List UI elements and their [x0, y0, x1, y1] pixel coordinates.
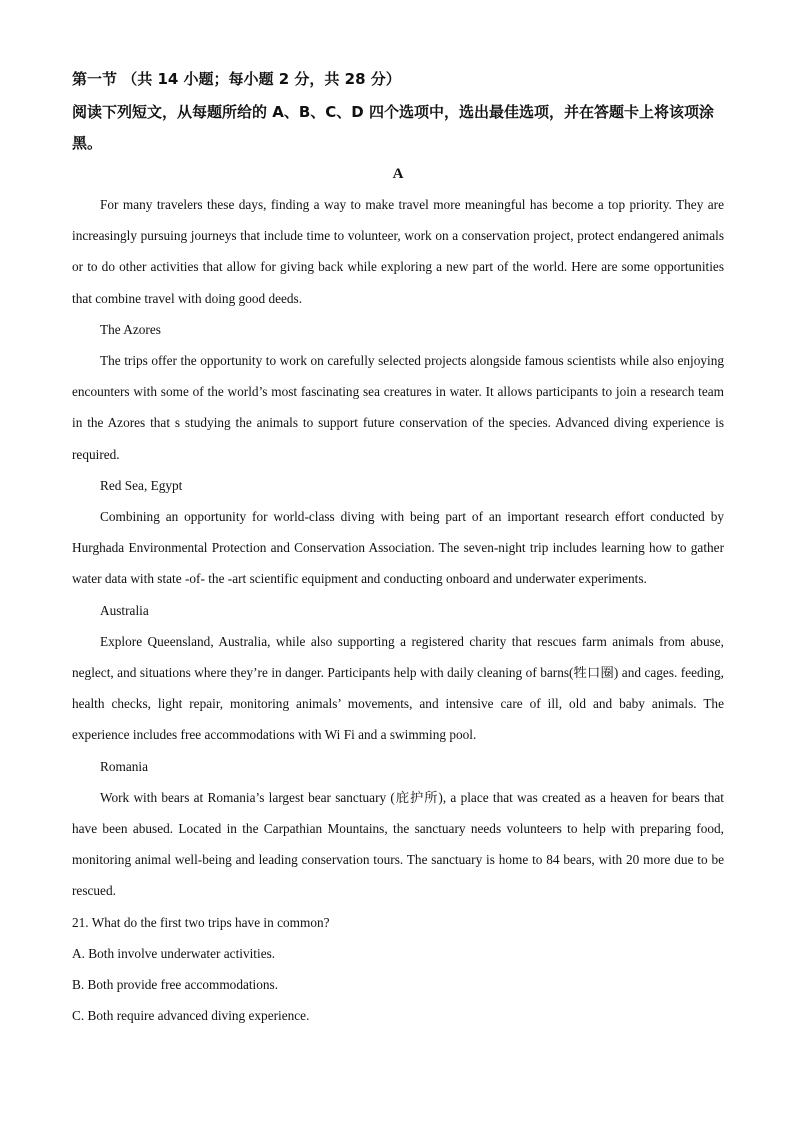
section-heading: 第一节 （共 14 小题；每小题 2 分，共 28 分）	[72, 70, 401, 88]
trip-title-romania: Romania	[100, 758, 149, 774]
trip-text-romania: Work with bears at Romania’s largest bear sanctuary (庇护所), a place that was created as a heaven for bears that have been abused. Located in the Carpathian Mountains, the sanctuary needs volunteers to help with preparing food, monitoring animal well-being and leading conservation tours. The sanctuary is home to 84 bears, with 20 more due to be rescued.	[72, 789, 724, 899]
trip-text-australia: Explore Queensland, Australia, while also supporting a registered charity that rescues farm animals from abuse, neglect, and situations where they’re in danger. Participants help with daily cleaning of barns(牲口圈) and cages. feeding, health checks, light repair, monitoring animals’ movements, and intensive care of ill, old and baby animals. The experience includes free accommodations with Wi Fi and a swimming pool.	[72, 633, 724, 743]
trip-text-azores: The trips offer the opportunity to work on carefully selected projects alongside famous scientists while also enjoying encounters with some of the world’s most fascinating sea creatures in water. It allows participants to join a research team in the Azores that s studying the animals to support future conservation of the species. Advanced diving experience is required.	[72, 353, 724, 462]
instructions: 阅读下列短文，从每题所给的 A、B、C、D 四个选项中，选出最佳选项，并在答题卡上将该项涂黑。	[72, 103, 714, 152]
trip-title-australia: Australia	[100, 602, 149, 618]
trip-title-red-sea: Red Sea, Egypt	[100, 477, 183, 493]
trip-title-azores: The Azores	[100, 321, 161, 337]
passage-label: A	[392, 166, 404, 182]
option-c: C. Both require advanced diving experience.	[72, 1008, 310, 1024]
option-b: B. Both provide free accommodations.	[72, 977, 279, 993]
intro-paragraph: For many travelers these days, finding a way to make travel more meaningful has become a top priority. They are increasingly pursuing journeys that include time to volunteer, work on a conservation project, protect endangered animals or to do other activities that allow for giving back while exploring a new part of the world. Here are some opportunities that combine travel with doing good deeds.	[72, 197, 724, 306]
trip-text-red-sea: Combining an opportunity for world-class diving with being part of an important research effort conducted by Hurghada Environmental Protection and Conservation Association. The seven-night trip includes learning how to gather water data with state -of- the -art scientific equipment and conducting onboard and underwater experiments.	[72, 509, 724, 587]
option-a: A. Both involve underwater activities.	[72, 945, 276, 961]
exam-page	[72, 64, 724, 1031]
question-stem: 21. What do the first two trips have in common?	[72, 914, 330, 930]
